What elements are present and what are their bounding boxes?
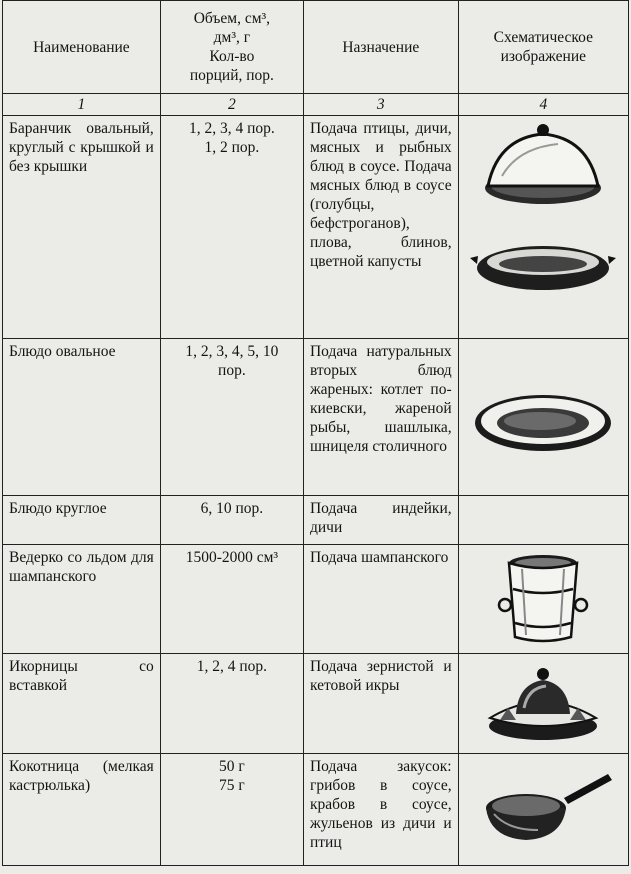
table-row	[3, 496, 629, 545]
column-number-row	[3, 94, 629, 116]
item-name: Блюдо овальное	[3, 339, 161, 496]
cocotte-pan-icon	[468, 764, 618, 844]
item-name: Кокотница (мелкая кастрюлька)	[3, 754, 161, 866]
table-row	[3, 654, 629, 754]
volume-line: 1, 2, 3, 4, 5, 10	[185, 343, 279, 360]
caviar-server-icon	[468, 656, 618, 746]
item-volume	[160, 754, 303, 866]
item-volume	[160, 496, 303, 545]
item-picture	[458, 754, 628, 866]
item-name: Ведерко со льдом для шампанского	[3, 545, 161, 654]
item-purpose: Подача шампанского	[303, 545, 458, 654]
item-name: Икорницы со вставкой	[3, 654, 161, 754]
item-picture	[458, 496, 628, 545]
header-purpose: Назначение	[303, 1, 458, 94]
item-volume	[160, 339, 303, 496]
volume-line: пор.	[218, 362, 246, 379]
item-purpose: Подача зернистой и кетовой икры	[303, 654, 458, 754]
volume-line: 1500-2000 см³	[185, 549, 279, 566]
volume-line: 50 г	[219, 758, 245, 775]
header-name: Наименование	[3, 1, 161, 94]
header-volume-line: Кол-во	[209, 48, 255, 65]
item-name: Блюдо круглое	[3, 496, 161, 545]
item-purpose: Подача закусок: грибов в соусе, крабов в соусе, жульенов из дичи и птиц	[303, 754, 458, 866]
header-volume-line: дм³, г	[213, 29, 251, 46]
item-picture	[458, 545, 628, 654]
column-number: 2	[160, 94, 303, 116]
item-volume	[160, 116, 303, 339]
header-scheme-line: Схематическое	[493, 29, 593, 46]
item-picture	[458, 339, 628, 496]
item-picture	[458, 654, 628, 754]
column-number: 1	[3, 94, 161, 116]
column-number: 3	[303, 94, 458, 116]
item-name: Баранчик овальный, круглый с крышкой и без крышки	[3, 116, 161, 339]
column-number: 4	[458, 94, 628, 116]
header-scheme	[458, 1, 628, 94]
ice-bucket-icon	[468, 549, 618, 649]
tableware-table	[2, 0, 629, 866]
item-volume	[160, 654, 303, 754]
table-row	[3, 754, 629, 866]
item-volume	[160, 545, 303, 654]
item-picture	[458, 116, 628, 339]
volume-line: 1, 2, 4 пор.	[196, 658, 268, 675]
header-volume	[160, 1, 303, 94]
covered-oval-dish-icon	[468, 116, 618, 216]
header-volume-line: Объем, см³,	[193, 10, 271, 27]
open-oval-dish-icon	[468, 228, 618, 308]
table-row	[3, 339, 629, 496]
item-purpose: Подача натуральных вторых блюд жареных: котлет по-киевски, жареной рыбы, шашлыка, шницеля столичного	[303, 339, 458, 496]
table-row	[3, 545, 629, 654]
volume-line: 1, 2 пор.	[204, 139, 260, 156]
header-scheme-line: изображение	[500, 48, 587, 65]
volume-line: 1, 2, 3, 4 пор.	[188, 120, 275, 137]
item-purpose: Подача птицы, дичи, мясных и рыбных блюд в соусе. Подача мясных блюд в соусе (голубцы, бефстроганов), плова, блинов, цветной капусты	[303, 116, 458, 339]
item-purpose: Подача индейки, дичи	[303, 496, 458, 545]
volume-line: 6, 10 пор.	[200, 500, 264, 517]
volume-line: 75 г	[219, 777, 245, 794]
table-row	[3, 116, 629, 339]
header-volume-line: порций, пор.	[189, 67, 274, 84]
oval-platter-icon	[468, 381, 618, 471]
header-row	[3, 1, 629, 94]
